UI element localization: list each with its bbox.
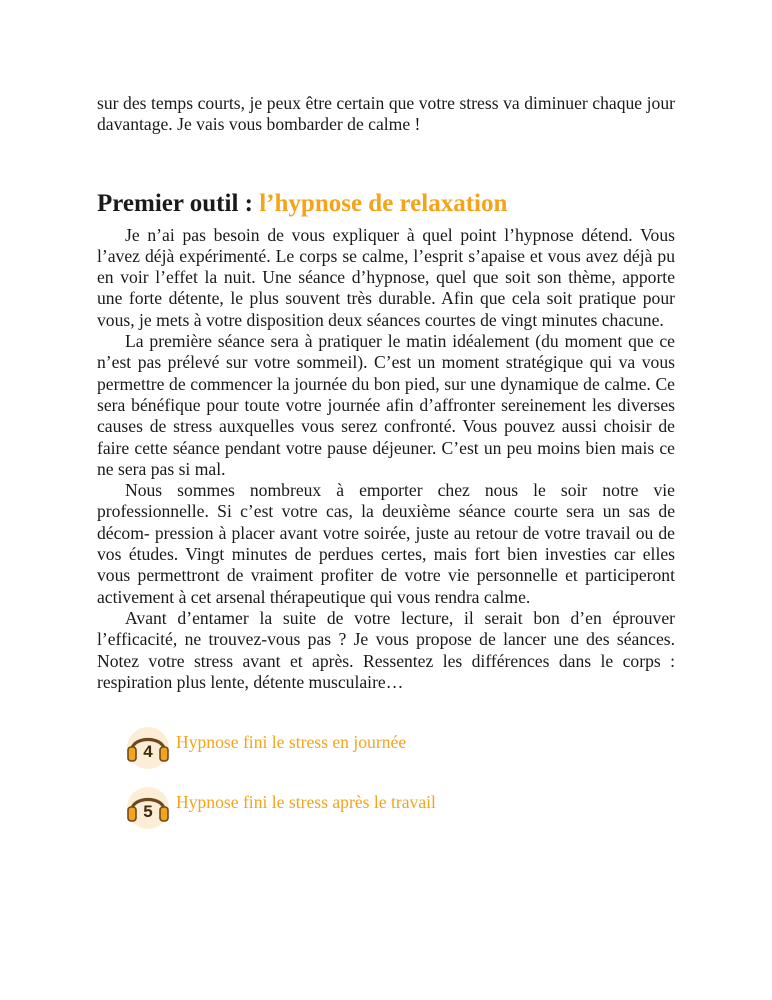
page-content (97, 93, 675, 843)
body-paragraph-1: Je n’ai pas besoin de vous expliquer à quel point l’hypnose détend. Vous l’avez déjà expérimenté. Le corps se calme, l’esprit s’apaise et vous avez déjà pu en voir l’effet la nuit. Une séance d’hypnose, quel que soit son thème, apporte une forte détente, le plus souvent très durable. Afin que cela soit pratique pour vous, je mets à votre disposition deux séances courtes de vingt minutes chacune. (97, 224, 675, 330)
audio-track-link-5[interactable]: Hypnose fini le stress après le travail (176, 792, 436, 813)
body-paragraph-4: Avant d’entamer la suite de votre lecture, il serait bon d’en éprouver l’efficacité, ne trouvez-vous pas ? Je vous propose de lancer une des séances. Notez votre stress avant et après. Ressentez les différences dans le corps : respiration plus lente, détente musculaire… (97, 607, 675, 692)
section-heading-prefix: Premier outil : (97, 189, 260, 217)
track-number-4: 4 (143, 742, 153, 762)
body-paragraph-2: La première séance sera à pratiquer le matin idéalement (du moment que ce n’est pas prélevé sur votre sommeil). C’est un moment stratégique qui va vous permettre de commencer la journée du bon pied, sur une dynamique de calme. Ce sera bénéfique pour toute votre journée afin d’affronter sereinement les diverses causes de stress auxquelles vous serez confronté. Vous pouvez aussi choisir de faire cette séance pendant votre pause déjeuner. C’est un peu moins bien mais ce ne sera pas si mal. (97, 331, 675, 479)
audio-track-item[interactable] (124, 723, 675, 771)
audio-track-link-4[interactable]: Hypnose fini le stress en journée (176, 732, 407, 753)
section-heading (97, 189, 675, 219)
body-paragraph-3: Nous sommes nombreux à emporter chez nous le soir notre vie professionnelle. Si c’est votre cas, la deuxième séance courte sera un sas de décom- pression à placer avant votre soirée, juste au retour de votre travail ou de vos études. Vingt minutes de perdues certes, mais fort bien investies car elles vous permettront de vraiment profiter de votre vie personnelle et participeront activement à cet arsenal thérapeutique qui vous rendra calme. (97, 480, 675, 607)
audio-track-item[interactable] (124, 783, 675, 831)
headphones-icon[interactable] (124, 783, 174, 831)
headphones-icon[interactable] (124, 723, 174, 771)
audio-track-list (97, 723, 675, 831)
section-heading-accent: l’hypnose de relaxation (259, 189, 508, 217)
intro-paragraph: sur des temps courts, je peux être certain que votre stress va diminuer chaque jour davantage. Je vais vous bombarder de calme ! (97, 93, 675, 135)
track-number-5: 5 (143, 802, 153, 822)
